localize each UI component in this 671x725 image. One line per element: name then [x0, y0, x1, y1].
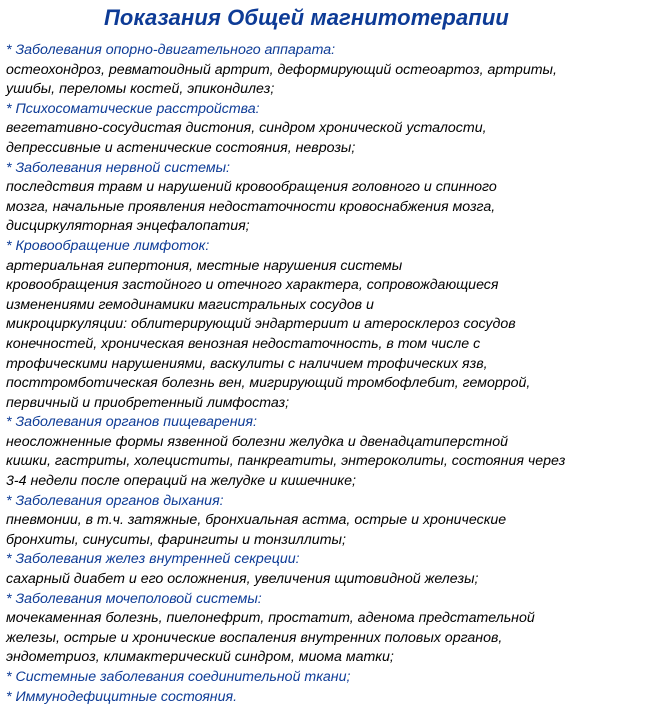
section-text-line: последствия травм и нарушений кровообращения головного и спинного: [6, 179, 497, 196]
section-text-line: ушибы, переломы костей, эпикондилез;: [6, 81, 275, 98]
section-immunodeficiency: [6, 688, 668, 708]
section-heading: * Заболевания нервной системы:: [6, 159, 230, 176]
section-text-line: микроциркуляции: облитерирующий эндартериит и атеросклероз сосудов: [6, 316, 516, 333]
section-text-line: неосложненные формы язвенной болезни желудка и двенадцатиперстной: [6, 433, 509, 450]
section-digestive: [6, 413, 668, 491]
section-heading: * Системные заболевания соединительной ткани;: [6, 669, 351, 685]
section-text-line: железы, острые и хронические воспаления внутренних половых органов,: [6, 629, 503, 646]
section-text-line: мозга, начальные проявления недостаточности кровоснабжения мозга,: [6, 198, 496, 215]
section-text-line: пневмонии, в т.ч. затяжные, бронхиальная астма, острые и хронические: [6, 512, 507, 529]
section-heading: * Заболевания мочеполовой системы:: [6, 590, 262, 607]
section-circulation: [6, 237, 668, 413]
indications-list: [6, 41, 668, 707]
section-heading: * Заболевания желез внутренней секреции:: [6, 551, 300, 568]
section-connective-tissue: [6, 668, 668, 688]
section-respiratory: [6, 492, 668, 551]
section-text-line: 3-4 недели после операций на желудке и кишечнике;: [6, 473, 356, 490]
section-heading: * Заболевания органов пищеварения:: [6, 414, 257, 431]
section-text-line: первичный и приобретенный лимфостаз;: [6, 394, 290, 411]
section-text-line: остеохондроз, ревматоидный артрит, деформирующий остеоартоз, артриты,: [6, 61, 557, 78]
section-text-line: изменениями гемодинамики магистральных сосудов и: [6, 296, 374, 313]
page-title: Показания Общей магнитотерапии: [104, 5, 509, 30]
section-urogenital: [6, 590, 668, 668]
section-text-line: артериальная гипертония, местные нарушения системы: [6, 257, 403, 274]
section-text-line: конечностей, хроническая венозная недостаточность, в том числе с: [6, 335, 481, 352]
section-text-line: кровообращения застойного и отечного характера, сопровождающиеся: [6, 277, 499, 294]
section-text-line: мочекаменная болезнь, пиелонефрит, простатит, аденома предстательной: [6, 610, 535, 627]
section-heading: * Заболевания органов дыхания:: [6, 492, 224, 509]
section-psychosomatic: [6, 100, 668, 159]
section-nervous-system: [6, 159, 668, 237]
section-text-line: бронхиты, синуситы, фарингиты и тонзиллиты;: [6, 531, 346, 548]
section-text-line: сахарный диабет и его осложнения, увеличения щитовидной железы;: [6, 571, 479, 588]
section-heading: * Заболевания опорно-двигательного аппарата:: [6, 42, 336, 58]
section-heading: * Иммунодефицитные состояния.: [6, 688, 238, 705]
section-heading: * Психосоматические расстройства:: [6, 100, 260, 117]
section-text-line: кишки, гастриты, холециститы, панкреатиты, энтероколиты, состояния через: [6, 453, 566, 470]
section-heading: * Кровообращение лимфоток:: [6, 237, 210, 254]
section-text-line: эндометриоз, климактерический синдром, миома матки;: [6, 649, 394, 666]
section-text-line: дисциркуляторная энцефалопатия;: [6, 218, 250, 235]
section-text-line: посттромботическая болезнь вен, мигрирующий тромбофлебит, геморрой,: [6, 375, 531, 392]
section-endocrine: [6, 550, 668, 589]
section-musculoskeletal: [6, 41, 668, 100]
section-text-line: трофическими нарушениями, васкулиты с наличием трофических язв,: [6, 355, 488, 372]
section-text-line: депрессивные и астенические состояния, неврозы;: [6, 139, 356, 156]
section-text-line: вегетативно-сосудистая дистония, синдром хронической усталости,: [6, 120, 487, 137]
